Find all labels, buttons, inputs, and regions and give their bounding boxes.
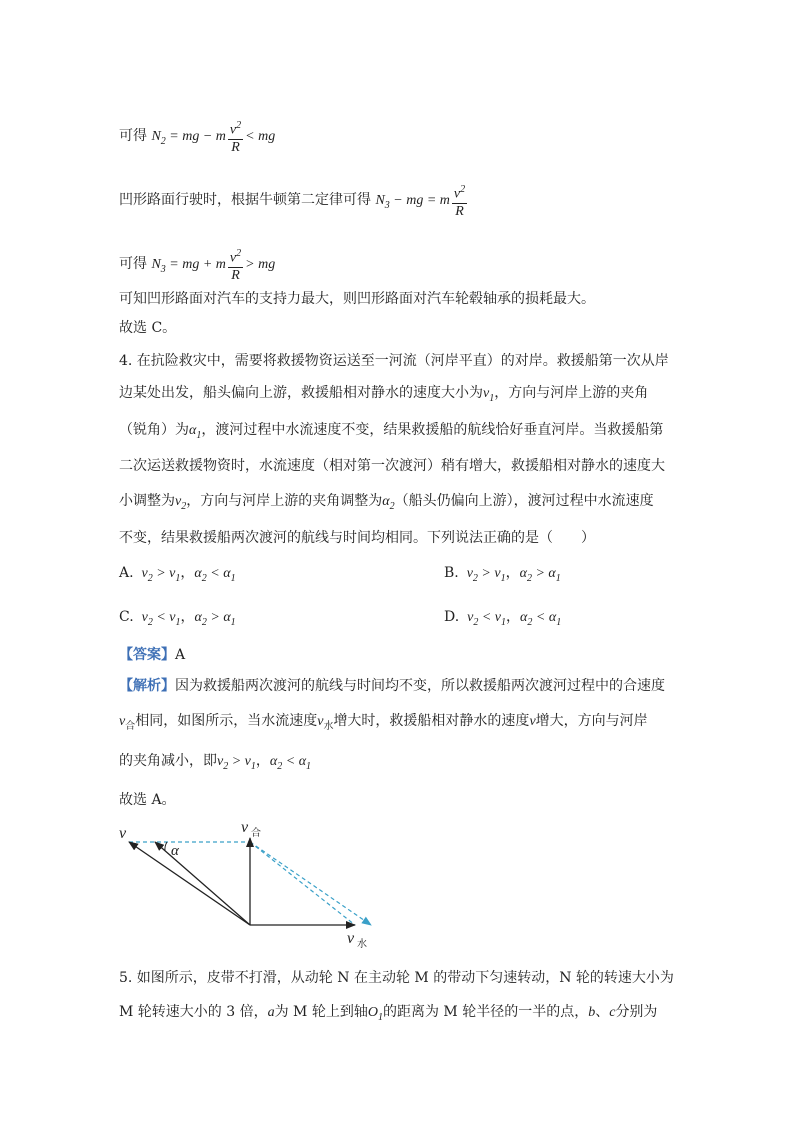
option-a-content: $v_2 > v_1$ — [138, 566, 181, 584]
text: 分别为 — [615, 1004, 658, 1020]
alpha-arc — [165, 842, 167, 851]
text: 为 M 轮上到轴 — [274, 1004, 368, 1020]
q4-line-6: 不变，结果救援船两次渡河的航线与时间均相同。下列说法正确的是（ ） — [119, 530, 595, 546]
text: 边某处出发，船头偏向上游，救援船相对静水的速度大小为 — [119, 385, 483, 401]
text: ，方向与河岸上游的夹角 — [494, 385, 649, 401]
var-alpha1: $\alpha_1$ — [189, 423, 202, 441]
label-vshui: v — [347, 930, 355, 947]
var-alpha2: $\alpha_2$ — [382, 494, 395, 512]
q5-line-2 — [119, 1002, 657, 1028]
var-v2: $v_2$ — [175, 494, 187, 512]
option-b[interactable]: B. $v_2 > v_1$，$\alpha_2 > \alpha_1$ — [444, 565, 561, 584]
choice-a-line: 故选 A。 — [119, 792, 176, 808]
option-c-content: $v_2 < v_1$ — [138, 610, 181, 628]
text: 、 — [595, 1004, 610, 1020]
option-c[interactable]: C. $v_2 < v_1$，$\alpha_2 > \alpha_1$ — [119, 609, 236, 628]
answer-line — [119, 645, 185, 665]
analysis-tag: 【解析】 — [119, 678, 175, 694]
text-prefix: 可得 — [119, 256, 147, 273]
text: ，方向与河岸上游的夹角调整为 — [186, 493, 383, 509]
text: 的夹角减小，即 — [119, 753, 217, 769]
text: （锐角）为 — [119, 422, 189, 438]
eq-line-n3-newton — [119, 182, 469, 220]
equation-n3-newton: $N_3$ − mg = m $\frac{v^2}{R}$ — [375, 184, 466, 219]
var-v1: $v_1$ — [483, 386, 495, 404]
text: 相同，如图所示，当水流速度 — [135, 713, 318, 729]
option-d-content: $v_2 < v_1$ — [463, 610, 507, 628]
q4-line-2 — [119, 383, 648, 409]
label-v: v — [119, 825, 127, 842]
eq-line-n2 — [119, 118, 275, 156]
dashed-diagonal-2 — [250, 842, 371, 925]
q4-line-1: 4. 在抗险救灾中，需要将救援物资运送至一河流（河岸平直）的对岸。救援船第一次从岸 — [119, 353, 669, 369]
text: M 轮转速大小的 3 倍， — [119, 1004, 268, 1020]
choice-c-line: 故选 C。 — [119, 320, 177, 336]
option-b-content: $v_2 > v_1$ — [463, 566, 506, 584]
text: 增大，方向与河岸 — [535, 713, 648, 729]
vector-v-2 — [155, 842, 250, 925]
velocity-diagram — [115, 820, 415, 950]
q4-line-4: 二次运送救援物资时，水流速度（相对第一次渡河）稍有增大，救援船相对静水的速度大 — [119, 458, 665, 474]
var-vhe: $v_合$ — [119, 714, 136, 732]
var-c: c — [609, 1005, 616, 1020]
inequality: $v_2 > v_1$ — [217, 754, 256, 772]
q4-line-5 — [119, 491, 654, 517]
option-label: D. — [444, 609, 460, 625]
var-b: b — [588, 1005, 596, 1020]
option-label: C. — [119, 609, 134, 625]
answer-value: A — [175, 647, 186, 663]
text: 小调整为 — [119, 493, 175, 509]
text-prefix: 凹形路面行驶时，根据牛顿第二定律可得 — [119, 192, 371, 209]
analysis-line-3: 的夹角减小，即$v_2 > v_1$，$\alpha_2 < \alpha_1$ — [119, 753, 312, 772]
option-d[interactable]: D. $v_2 < v_1$，$\alpha_2 < \alpha_1$ — [444, 609, 562, 628]
vector-v-1 — [129, 842, 250, 925]
var-a: a — [267, 1005, 275, 1020]
var-vshui: $v_水$ — [317, 714, 334, 732]
q5-line-1: 5. 如图所示，皮带不打滑，从动轮 N 在主动轮 M 的带动下匀速转动，N 轮的转速大小为 — [119, 970, 674, 986]
label-vhe: v — [241, 820, 249, 836]
q4-line-3 — [119, 420, 663, 446]
text: 增大时，救援船相对静水的速度 — [333, 713, 530, 729]
text: 的距离为 M 轮半径的一半的点， — [382, 1004, 589, 1020]
analysis-line-1 — [119, 676, 665, 696]
var-v: v — [529, 714, 536, 729]
dashed-diagonal-1 — [250, 842, 355, 925]
equation-n3: $N_3$ = mg + m $\frac{v^2}{R}$ > mg — [151, 248, 276, 283]
option-label: A. — [119, 565, 134, 581]
text: 因为救援船两次渡河的航线与时间均不变，所以救援船两次渡河过程中的合速度 — [175, 678, 665, 694]
label-alpha: α — [171, 843, 179, 859]
answer-tag: 【答案】 — [119, 647, 175, 663]
option-a[interactable]: A. $v_2 > v_1$，$\alpha_2 < \alpha_1$ — [119, 565, 236, 584]
conclusion-line: 可知凹形路面对汽车的支持力最大，则凹形路面对汽车轮毂轴承的损耗最大。 — [119, 291, 595, 307]
option-label: B. — [444, 565, 459, 581]
label-vhe-sub: 合 — [251, 828, 261, 839]
var-o1: $O_1$ — [367, 1005, 383, 1023]
label-vshui-sub: 水 — [357, 939, 367, 950]
text: （船头仍偏向上游），渡河过程中水流速度 — [394, 493, 654, 509]
text: ，渡河过程中水流速度不变，结果救援船的航线恰好垂直河岸。当救援船第 — [201, 422, 664, 438]
analysis-line-2 — [119, 711, 648, 737]
eq-line-n3 — [119, 246, 275, 284]
text-prefix: 可得 — [119, 128, 147, 145]
equation-n2: $N_2$ = mg − m $\frac{v^2}{R}$ < mg — [151, 120, 276, 155]
